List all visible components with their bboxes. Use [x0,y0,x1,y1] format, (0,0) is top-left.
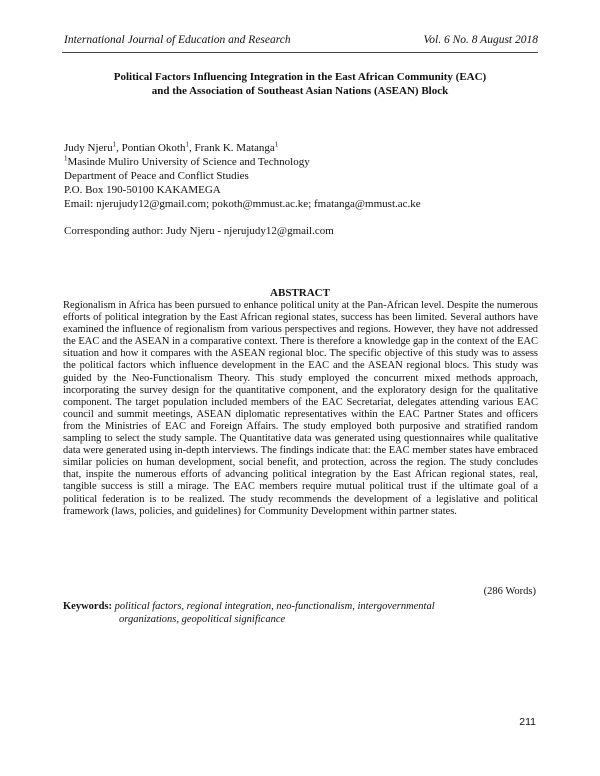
title-line-2: and the Association of Southeast Asian Nations (ASEAN) Block [151,85,449,97]
keywords-line-2: organizations, geopolitical significance [119,614,286,625]
department: Department of Peace and Conflict Studies [64,170,249,182]
keywords-line-1: political factors, regional integration, neo-functionalism, intergovernmental [114,601,435,612]
author-3-sup: 1 [274,140,279,149]
abstract-text: Regionalism in Africa has been pursued to enhance political unity at the Pan-African level. Despite the numerous efforts of political integration by the East African regional states, success has been limited. Several authors have examined the influence of regionalism from various perspectives and regions. However, they have not addressed the EAC and the ASEAN in a comparative context. There is therefore a knowledge gap in the context of the EAC situation and how it compares with the ASEAN regional bloc. The specific objective of this study was to assess the political factors which influence development in the EAC and the ASEAN regional blocs. This study was guided by the Neo-Functionalism Theory. This study employed the concurrent mixed methods approach, incorporating the survey design for the quantitative component, and the exploratory design for the qualitative component. The target population included members of the EAC Secretariat, delegates attending various EAC council and summit meetings, ASEAN diplomatic representatives within the EAC Partner States and officers from the Ministries of EAC and Foreign Affairs. The study employed both purposive and stratified random sampling to select the study sample. The Quantitative data was generated using questionnaires while qualitative data were generated using in-depth interviews. The findings indicate that: the EAC member states have embraced similar policies on human development, social benefit, and protection, across the region. The study concludes that, inspite the numerous efforts of advancing political integration by the East African regional states, real, tangible success is still a mirage. The EAC members require mutual political trust if the ultimate goal of a political federation is to be realized. The study recommends the development of a legislative and political framework (laws, policies, and guidelines) for Community Development within partner states. [63,300,538,517]
paper-title [62,70,538,98]
running-header [64,34,538,50]
word-count: (286 Words) [483,586,536,597]
abstract-heading: ABSTRACT [270,287,330,299]
title-line-1: Political Factors Influencing Integration in the East African Community (EAC) [113,71,487,83]
postal-address: P.O. Box 190-50100 KAKAMEGA [64,184,221,196]
corresponding-author: Corresponding author: Judy Njeru - njerujudy12@gmail.com [64,225,334,237]
author-2: Pontian Okoth [121,142,186,154]
volume-info: Vol. 6 No. 8 August 2018 [423,34,538,46]
author-emails: Email: njerujudy12@gmail.com; pokoth@mmust.ac.ke; fmatanga@mmust.ac.ke [64,198,421,210]
affiliation: $^1$Masinde Muliro University of Science and Technology [64,154,310,168]
author-block [64,141,421,211]
author-1-sup: 1 [112,140,117,149]
author-3: Frank K. Matanga [194,142,275,154]
author-1: Judy Njeru [64,142,113,154]
keywords-label: Keywords: [63,601,112,612]
author-names: Judy Njeru$^1$, Pontian Okoth$^1$, Frank K. Matanga$^1$ [64,140,279,154]
affiliation-sup: 1 [64,154,68,163]
header-divider [62,52,538,53]
keywords [63,600,543,626]
page-number: 211 [519,716,536,728]
author-2-sup: 1 [185,140,189,149]
journal-name: International Journal of Education and Research [64,34,291,46]
